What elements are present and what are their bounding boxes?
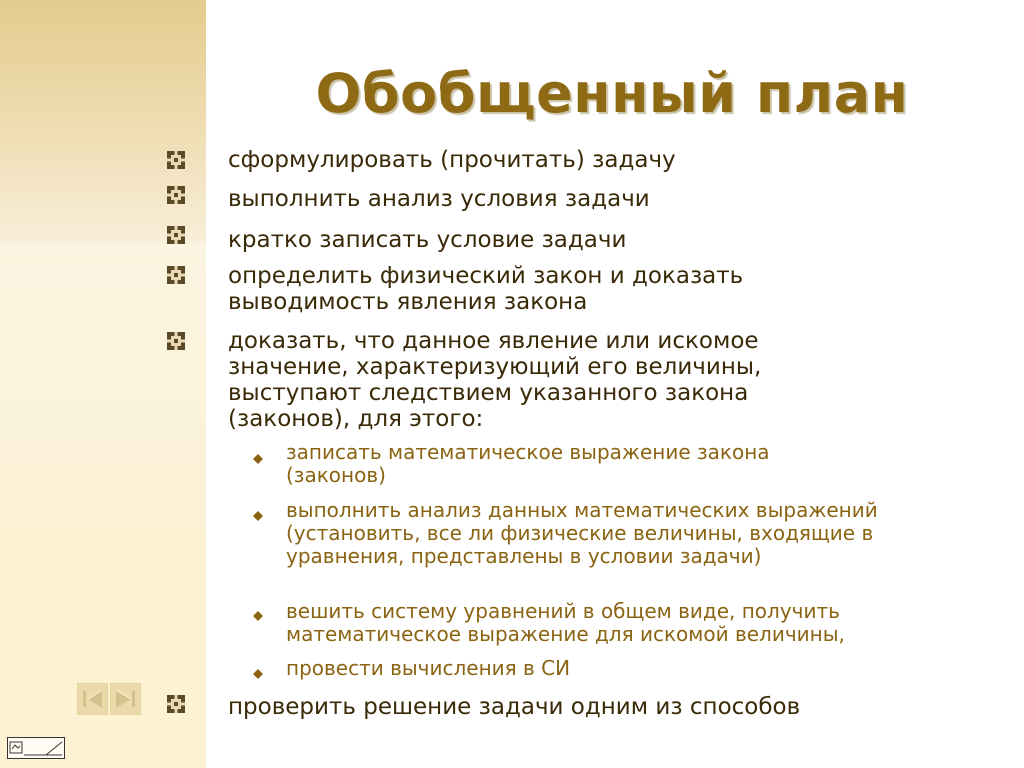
diamond-bullet-icon	[253, 606, 263, 616]
square-cross-bullet-icon	[166, 331, 186, 351]
square-cross-bullet-icon	[166, 185, 186, 205]
sub-list-item: провести вычисления в СИ	[286, 656, 571, 680]
side-panel-band-bottom	[0, 530, 206, 768]
square-cross-bullet-icon	[166, 150, 186, 170]
diamond-bullet-icon	[253, 449, 263, 459]
sub-list-item: записать математическое выражение закона (законов)	[286, 440, 770, 487]
list-item: определить физический закон и доказать выводимость явления закона	[228, 263, 744, 315]
slide-menu-icon	[8, 738, 64, 758]
list-item: выполнить анализ условия задачи	[228, 186, 650, 212]
square-cross-bullet-icon	[166, 694, 186, 714]
diamond-bullet-icon	[253, 506, 263, 516]
previous-slide-button[interactable]	[77, 683, 108, 715]
diamond-bullet-icon	[253, 664, 263, 674]
slide-menu-button[interactable]	[7, 737, 65, 759]
slide-title: Обобщенный план	[315, 62, 909, 125]
list-item: сформулировать (прочитать) задачу	[228, 147, 676, 173]
next-slide-icon	[111, 684, 140, 714]
square-cross-bullet-icon	[166, 225, 186, 245]
side-panel-band-middle	[0, 243, 206, 530]
side-panel	[0, 0, 206, 768]
list-item: доказать, что данное явление или искомое значение, характеризующий его величины, выступают следствием указанного закона (законов), для этого:	[228, 328, 762, 432]
sub-list-item: вешить систему уравнений в общем виде, получить математическое выражение для искомой величины,	[286, 599, 845, 646]
previous-slide-icon	[78, 684, 107, 714]
list-item: проверить решение задачи одним из способов	[228, 694, 801, 720]
square-cross-bullet-icon	[166, 265, 186, 285]
next-slide-button[interactable]	[110, 683, 141, 715]
side-panel-band-top	[0, 0, 206, 243]
list-item: кратко записать условие задачи	[228, 227, 627, 253]
sub-list-item: выполнить анализ данных математических выражений (установить, все ли физические величины, входящие в уравнения, представлены в условии задачи)	[286, 498, 878, 568]
